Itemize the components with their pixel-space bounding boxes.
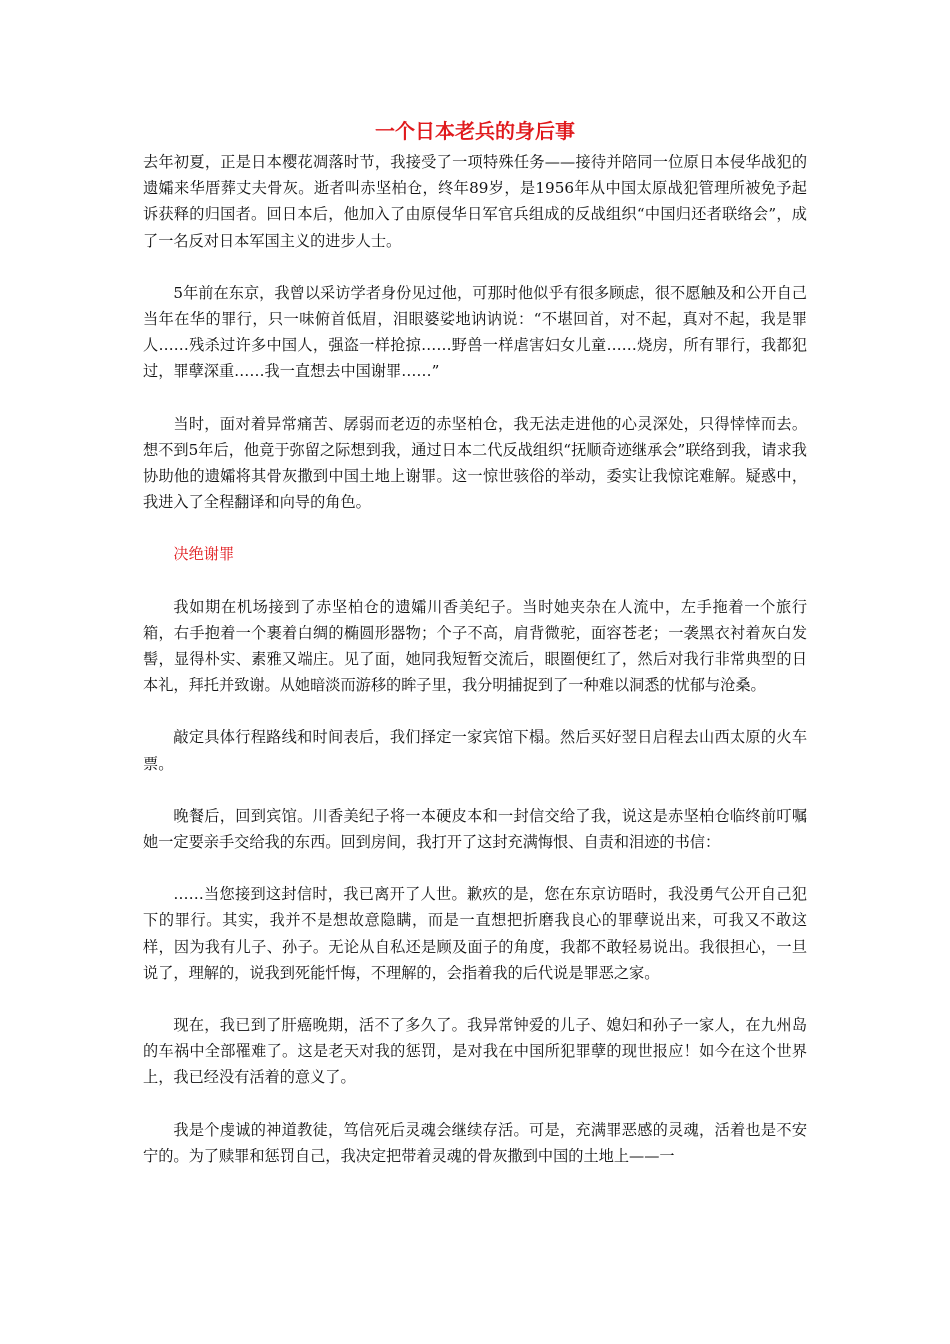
paragraph: 5年前在东京，我曾以采访学者身份见过他，可那时他似乎有很多顾虑，很不愿触及和公开自己当年在华的罪行，只一味俯首低眉，泪眼婆娑地讷讷说：“不堪回首，对不起，真对不起，我是罪人……残杀过许多中国人，强盗一样抢掠……野兽一样虐害妇女儿童……烧房，所有罪行，我都犯过，罪孽深重……我一直想去中国谢罪……” [143,283,807,381]
paragraph: 敲定具体行程路线和时间表后，我们择定一家宾馆下榻。然后买好翌日启程去山西太原的火车票。 [143,728,807,773]
paragraph: 当时，面对着异常痛苦、孱弱而老迈的赤坚柏仓，我无法走进他的心灵深处，只得悻悻而去。想不到5年后，他竟于弥留之际想到我，通过日本二代反战组织“抚顺奇迹继承会”联络到我，请求我协助他的遗孀将其骨灰撒到中国土地上谢罪。这一惊世骇俗的举动，委实让我惊诧难解。疑惑中，我进入了全程翻译和向导的角色。 [143,414,807,512]
letter-paragraph: 我是个虔诚的神道教徒，笃信死后灵魂会继续存活。可是，充满罪恶感的灵魂，活着也是不安宁的。为了赎罪和惩罚自己，我决定把带着灵魂的骨灰撒到中国的土地上——一 [143,1120,807,1165]
document-body [143,149,807,1195]
paragraph: 我如期在机场接到了赤坚柏仓的遗孀川香美纪子。当时她夹杂在人流中，左手拖着一个旅行箱，右手抱着一个裹着白绸的椭圆形器物；个子不高，肩背微驼，面容苍老；一袭黑衣衬着灰白发髻，显得朴实、素雅又端庄。见了面，她同我短暂交流后，眼圈便红了，然后对我行非常典型的日本礼，拜托并致谢。从她暗淡而游移的眸子里，我分明捕捉到了一种难以洞悉的忧郁与沧桑。 [143,597,807,695]
document-title: 一个日本老兵的身后事 [375,119,575,143]
section-heading: 决绝谢罪 [173,545,235,564]
paragraph: 晚餐后，回到宾馆。川香美纪子将一本硬皮本和一封信交给了我，说这是赤坚柏仓临终前叮嘱她一定要亲手交给我的东西。回到房间，我打开了这封充满悔恨、自责和泪迹的书信： [143,806,807,852]
letter-paragraph: ……当您接到这封信时，我已离开了人世。歉疚的是，您在东京访晤时，我没勇气公开自己犯下的罪行。其实，我并不是想故意隐瞒，而是一直想把折磨我良心的罪孽说出来，可我又不敢这样，因为我有儿子、孙子。无论从自私还是顾及面子的角度，我都不敢轻易说出。我很担心，一旦说了，理解的，说我到死能忏悔，不理解的，会指着我的后代说是罪恶之家。 [143,885,807,982]
paragraph: 去年初夏，正是日本樱花凋落时节，我接受了一项特殊任务——接待并陪同一位原日本侵华战犯的遗孀来华厝葬丈夫骨灰。逝者叫赤坚柏仓，终年89岁，是1956年从中国太原战犯管理所被免予起诉获释的归国者。回日本后，他加入了由原侵华日军官兵组成的反战组织“中国归还者联络会”，成了一名反对日本军国主义的进步人士。 [143,153,807,250]
letter-paragraph: 现在，我已到了肝癌晚期，活不了多久了。我异常钟爱的儿子、媳妇和孙子一家人，在九州岛的车祸中全部罹难了。这是老天对我的惩罚，是对我在中国所犯罪孽的现世报应！如今在这个世界上，我已经没有活着的意义了。 [143,1016,807,1087]
